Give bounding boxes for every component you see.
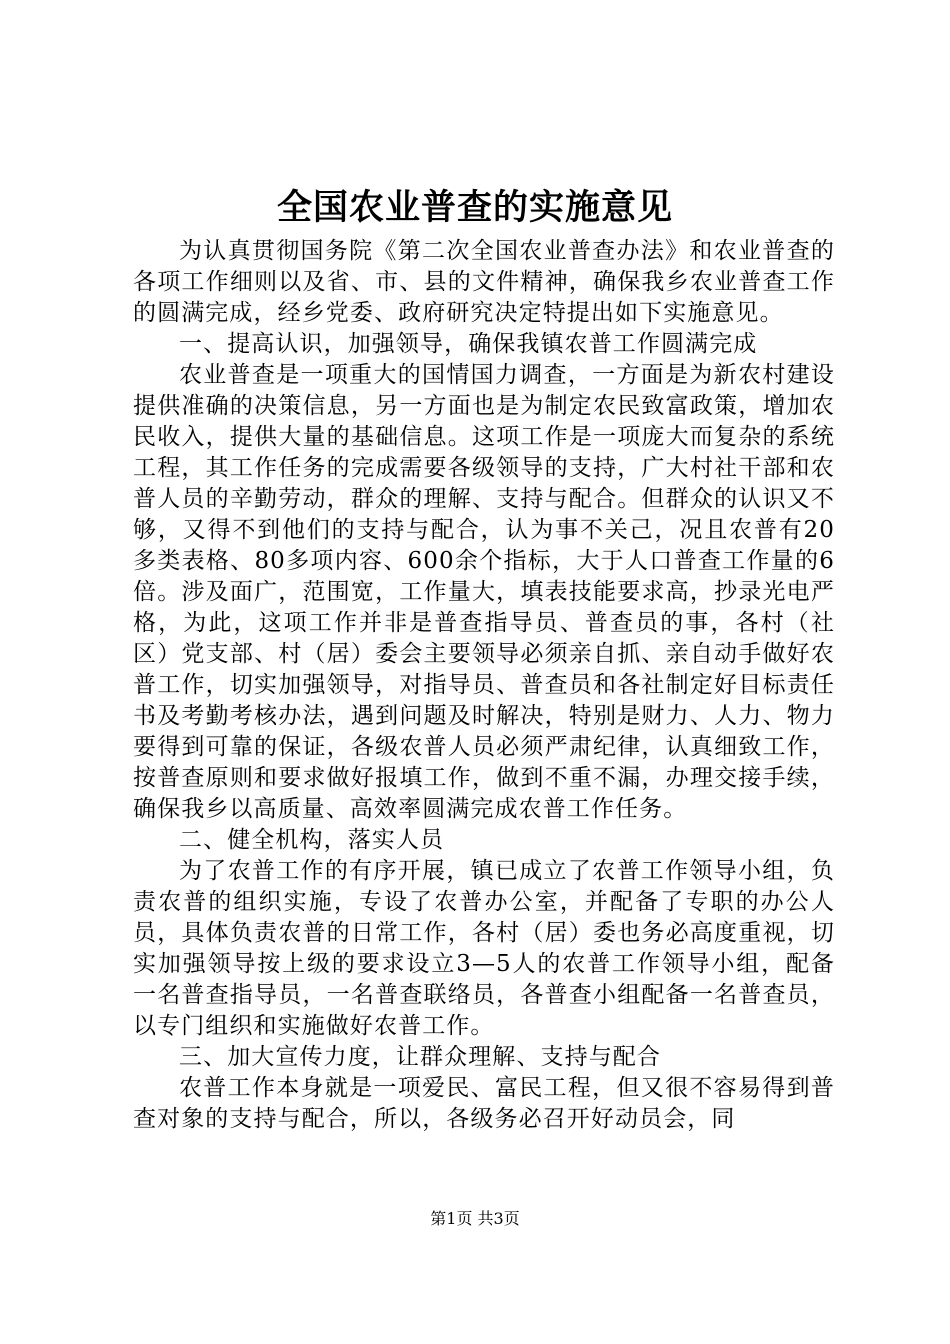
page-footer: 第1页 共3页 [430,1209,520,1228]
document-body [133,236,835,1135]
body-paragraph: 为了农普工作的有序开展，镇已成立了农普工作领导小组，负责农普的组织实施，专设了农普办公室，并配备了专职的办公人员，具体负责农普的日常工作，各村（居）委也务必高度重视，切实加强领导按上级的要求设立3—5人的农普工作领导小组，配备一名普查指导员，一名普查联络员，各普查小组配备一名普查员，以专门组织和实施做好农普工作。 [133,858,835,1039]
section-heading: 一、提高认识，加强领导，确保我镇农普工作圆满完成 [179,331,758,357]
document-title: 全国农业普查的实施意见 [276,187,673,228]
section-heading: 二、健全机构，落实人员 [179,827,445,853]
body-paragraph: 农普工作本身就是一项爱民、富民工程，但又很不容易得到普查对象的支持与配合，所以，各级务必召开好动员会，同 [133,1075,835,1132]
body-paragraph: 农业普查是一项重大的国情国力调查，一方面是为新农村建设提供准确的决策信息，另一方面也是为制定农民致富政策，增加农民收入，提供大量的基础信息。这项工作是一项庞大而复杂的系统工程，其工作任务的完成需要各级领导的支持，广大村社干部和农普人员的辛勤劳动，群众的理解、支持与配合。但群众的认识又不够，又得不到他们的支持与配合，认为事不关己，况且农普有20多类表格、80多项内容、600余个指标，大于人口普查工作量的6倍。涉及面广，范围宽，工作量大，填表技能要求高，抄录光电严格，为此，这项工作并非是普查指导员、普查员的事，各村（社区）党支部、村（居）委会主要领导必须亲自抓、亲自动手做好农普工作，切实加强领导，对指导员、普查员和各社制定好目标责任书及考勤考核办法，遇到问题及时解决，特别是财力、人力、物力要得到可靠的保证，各级农普人员必须严肃纪律，认真细致工作，按普查原则和要求做好报填工作，做到不重不漏，办理交接手续，确保我乡以高质量、高效率圆满完成农普工作任务。 [133,362,835,822]
section-heading: 三、加大宣传力度，让群众理解、支持与配合 [179,1044,661,1070]
body-paragraph: 为认真贯彻国务院《第二次全国农业普查办法》和农业普查的各项工作细则以及省、市、县的文件精神，确保我乡农业普查工作的圆满完成，经乡党委、政府研究决定特提出如下实施意见。 [133,238,835,326]
